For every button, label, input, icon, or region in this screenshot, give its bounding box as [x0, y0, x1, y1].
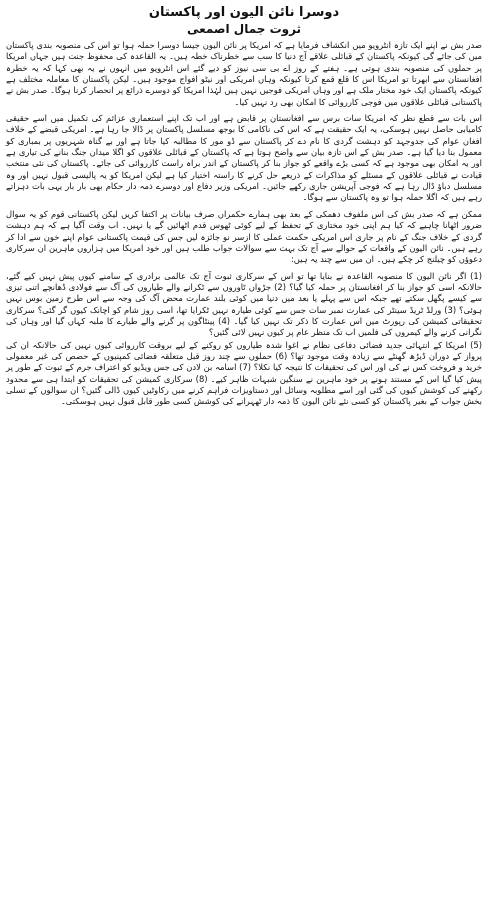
article-paragraph: (5) امریکا کے انتہائی جدید فضائی دفاعی نظام نے اغوا شدہ طیاروں کو روکنے کے لیے بروقت کارروائی کیوں نہیں کی حالانکہ ان کی پرواز کے دوران ڈیڑھ گھنٹے سے زیادہ وقت موجود تھا؟ (6) حملوں سے چند روز قبل متعلقہ فضائی کمپنیوں کے حصص کی غیر معمولی خرید و فروخت کس نے کی اور اس کی تحقیقات کا نتیجہ کیا نکلا؟ (7) اسامہ بن لادن کی جس ویڈیو کو اعتراف جرم کے ثبوت کے طور پر پیش کیا گیا اس کے مستند ہونے پر خود ماہرین نے سنگین شبہات ظاہر کیے۔ (8) سرکاری کمیشن کی تحقیقات کو ابتدا ہی سے محدود رکھنے کی کوشش کیوں کی گئی اور اسے مطلوبہ وسائل اور دستاویزات فراہم کرنے میں رکاوٹیں کیوں ڈالی گئیں؟ ان سوالوں کے تسلی بخش جواب کے بغیر پاکستان کو کسی نئے نائن الیون کا ذمہ دار ٹھہرانے کی کوشش کسی طور قابل قبول نہیں ہوسکتی۔: [6, 339, 483, 407]
article-paragraph: (1) اگر نائن الیون کا منصوبہ القاعدہ نے بنایا تھا تو اس کے سرکاری ثبوت آج تک عالمی برادری کے سامنے کیوں پیش نہیں کیے گئے، حالانکہ اسی کو جواز بنا کر افغانستان پر حملہ کیا گیا؟ (2) جڑواں ٹاوروں سے ٹکرانے والے طیاروں کی آگ سے فولادی ڈھانچے اتنی تیزی سے کیسے پگھل سکتے تھے جبکہ اس سے پہلے یا بعد میں دنیا میں کوئی بلند عمارت محض آگ کی وجہ سے اس طرح زمین بوس نہیں ہوئی؟ (3) ورلڈ ٹریڈ سینٹر کی عمارت نمبر سات جس سے کوئی طیارہ نہیں ٹکرایا تھا، اسی روز شام کو اچانک کیوں گر گئی؟ سرکاری تحقیقاتی کمیشن کی رپورٹ میں اس عمارت کا ذکر تک نہیں کیا گیا۔ (4) پینٹاگون پر گرنے والے طیارے کا ملبہ کہاں گیا اور وہاں کی نگرانی کرنے والے کیمروں کی فلمیں اب تک منظر عام پر کیوں نہیں لائی گئیں؟: [6, 270, 482, 338]
article-title: دوسرا نائن الیون اور پاکستان: [148, 5, 340, 20]
article-paragraph: اس بات سے قطع نظر کہ امریکا سات برس سے افغانستان پر قابض ہے اور اب تک اپنے استعماری عزائم کی تکمیل میں اسے حقیقی کامیابی حاصل نہیں ہوسکی، یہ ایک حقیقت ہے کہ اس کی ناکامی کا بوجھ مسلسل پاکستان پر ڈالا جا رہا ہے۔ امریکی قبضے کے خلاف افغان عوام کی جدوجہد کو دہشت گردی کا نام دے کر پاکستان سے ڈو مور کا مطالبہ کیا جاتا ہے اور بے گناہ شہریوں پر بمباری کو معمول بنا دیا گیا ہے۔ صدر بش کے اس تازہ بیان سے واضح ہوتا ہے کہ پاکستان کے قبائلی علاقوں کو اگلا میدان جنگ بنانے کی تیاری ہے اور یہ امکان بھی موجود ہے کہ کسی بڑے واقعے کو جواز بنا کر پاکستان کے اندر براہ راست کارروائی کی جائے۔ پاکستان کی نئی منتخب قیادت نے قبائلی علاقوں کے مسئلے کو مذاکرات کے ذریعے حل کرنے کا راستہ اختیار کیا ہے لیکن امریکا کو یہ پالیسی قبول نہیں اور وہ مسلسل دباؤ ڈال رہا ہے کہ فوجی آپریشن جاری رکھے جائیں۔ امریکی وزیر دفاع اور دوسرے ذمہ دار حکام بھی بار بار یہی بات دہراتے رہے ہیں کہ اگلا حملہ ہوا تو وہ پاکستان سے ہوگا۔: [6, 113, 482, 203]
article-author: ثروت جمال اصمعی: [186, 22, 302, 36]
article-paragraph: صدر بش نے اپنے ایک تازہ انٹرویو میں انکشاف فرمایا ہے کہ امریکا پر نائن الیون جیسا دوسرا حملہ ہوا تو اس کی منصوبہ بندی پاکستان میں کی جائے گی کیونکہ پاکستان کے قبائلی علاقے آج دنیا کا سب سے خطرناک خطہ ہیں۔ یہ القاعدہ کی محفوظ جنت ہیں جہاں امریکا پر حملوں کی منصوبہ بندی ہوتی ہے۔ ہفتے کے روز اے بی سی نیوز کو دیے گئے اس انٹرویو میں انہوں نے یہ بھی کہا کہ یہ خطرہ افغانستان سے ابھرتا تو امریکا اس کا قلع قمع کرتا کیونکہ وہاں امریکی اور نیٹو افواج موجود ہیں۔ لیکن پاکستان کا معاملہ مختلف ہے کیونکہ پاکستان ایک خود مختار ملک ہے اور وہاں امریکی فوجیں نہیں ہیں لہٰذا امریکا کو دوسرے ذرائع پر انحصار کرنا ہوگا۔ صدر بش نے پاکستانی قبائلی علاقوں میں فوجی کارروائی کا امکان بھی رد نہیں کیا۔: [6, 40, 482, 107]
article-paragraph: ممکن ہے کہ صدر بش کی اس ملفوف دھمکی کے بعد بھی ہمارے حکمراں صرف بیانات پر اکتفا کریں لیکن پاکستانی قوم کو یہ سوال ضرور اٹھانا چاہیے کہ کیا ہم اپنی خود مختاری کے تحفظ کے لیے کوئی ٹھوس قدم اٹھائیں گے یا نہیں۔ اب وقت آگیا ہے کہ ہم دہشت گردی کے خلاف جنگ کے نام پر جاری اس امریکی حکمت عملی کا ازسر نو جائزہ لیں جس کی قیمت پاکستانی عوام اپنے خون سے ادا کر رہے ہیں۔ نائن الیون کے واقعات کے حوالے سے آج تک بہت سے سوالات جواب طلب ہیں اور خود امریکا میں ہزاروں ماہرین ان سرکاری دعوؤں کو چیلنج کر چکے ہیں۔ ان میں سے چند یہ ہیں:: [6, 208, 482, 265]
article-body: [6, 40, 482, 408]
